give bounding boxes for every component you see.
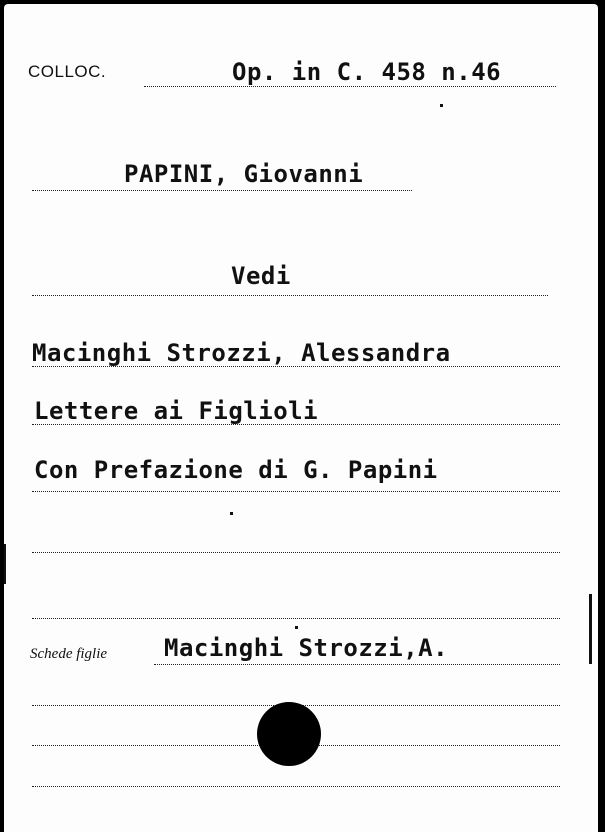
collocation-label: COLLOC. xyxy=(28,62,107,81)
blank-dotted-line-2 xyxy=(32,618,560,619)
see-label: Vedi xyxy=(231,262,291,290)
referral-author-dotted-line xyxy=(32,366,560,367)
referral-preface-dotted-line xyxy=(32,491,560,492)
referral-preface: Con Prefazione di G. Papini xyxy=(34,456,438,484)
collocation-dotted-line xyxy=(144,86,556,87)
heading-dotted-line xyxy=(32,190,412,191)
catalog-card xyxy=(4,4,598,832)
card-heading: PAPINI, Giovanni xyxy=(124,160,364,188)
ink-speck xyxy=(230,512,233,515)
referral-title: Lettere ai Figlioli xyxy=(34,397,319,425)
blank-dotted-line-1 xyxy=(32,552,560,553)
card-edge-mark xyxy=(4,544,6,584)
child-cards-label: Schede figlie xyxy=(30,646,108,662)
see-dotted-line xyxy=(32,295,548,296)
ink-speck xyxy=(295,626,298,629)
card-edge-mark xyxy=(589,594,592,664)
blank-dotted-line-5 xyxy=(32,786,560,787)
child-cards-value: Macinghi Strozzi,A. xyxy=(164,634,449,662)
punch-hole xyxy=(257,702,321,766)
referral-author: Macinghi Strozzi, Alessandra xyxy=(32,339,451,367)
child-cards-dotted-line xyxy=(154,664,560,665)
collocation-value: Op. in C. 458 n.46 xyxy=(232,58,502,86)
ink-speck xyxy=(440,104,443,107)
referral-title-dotted-line xyxy=(32,424,560,425)
